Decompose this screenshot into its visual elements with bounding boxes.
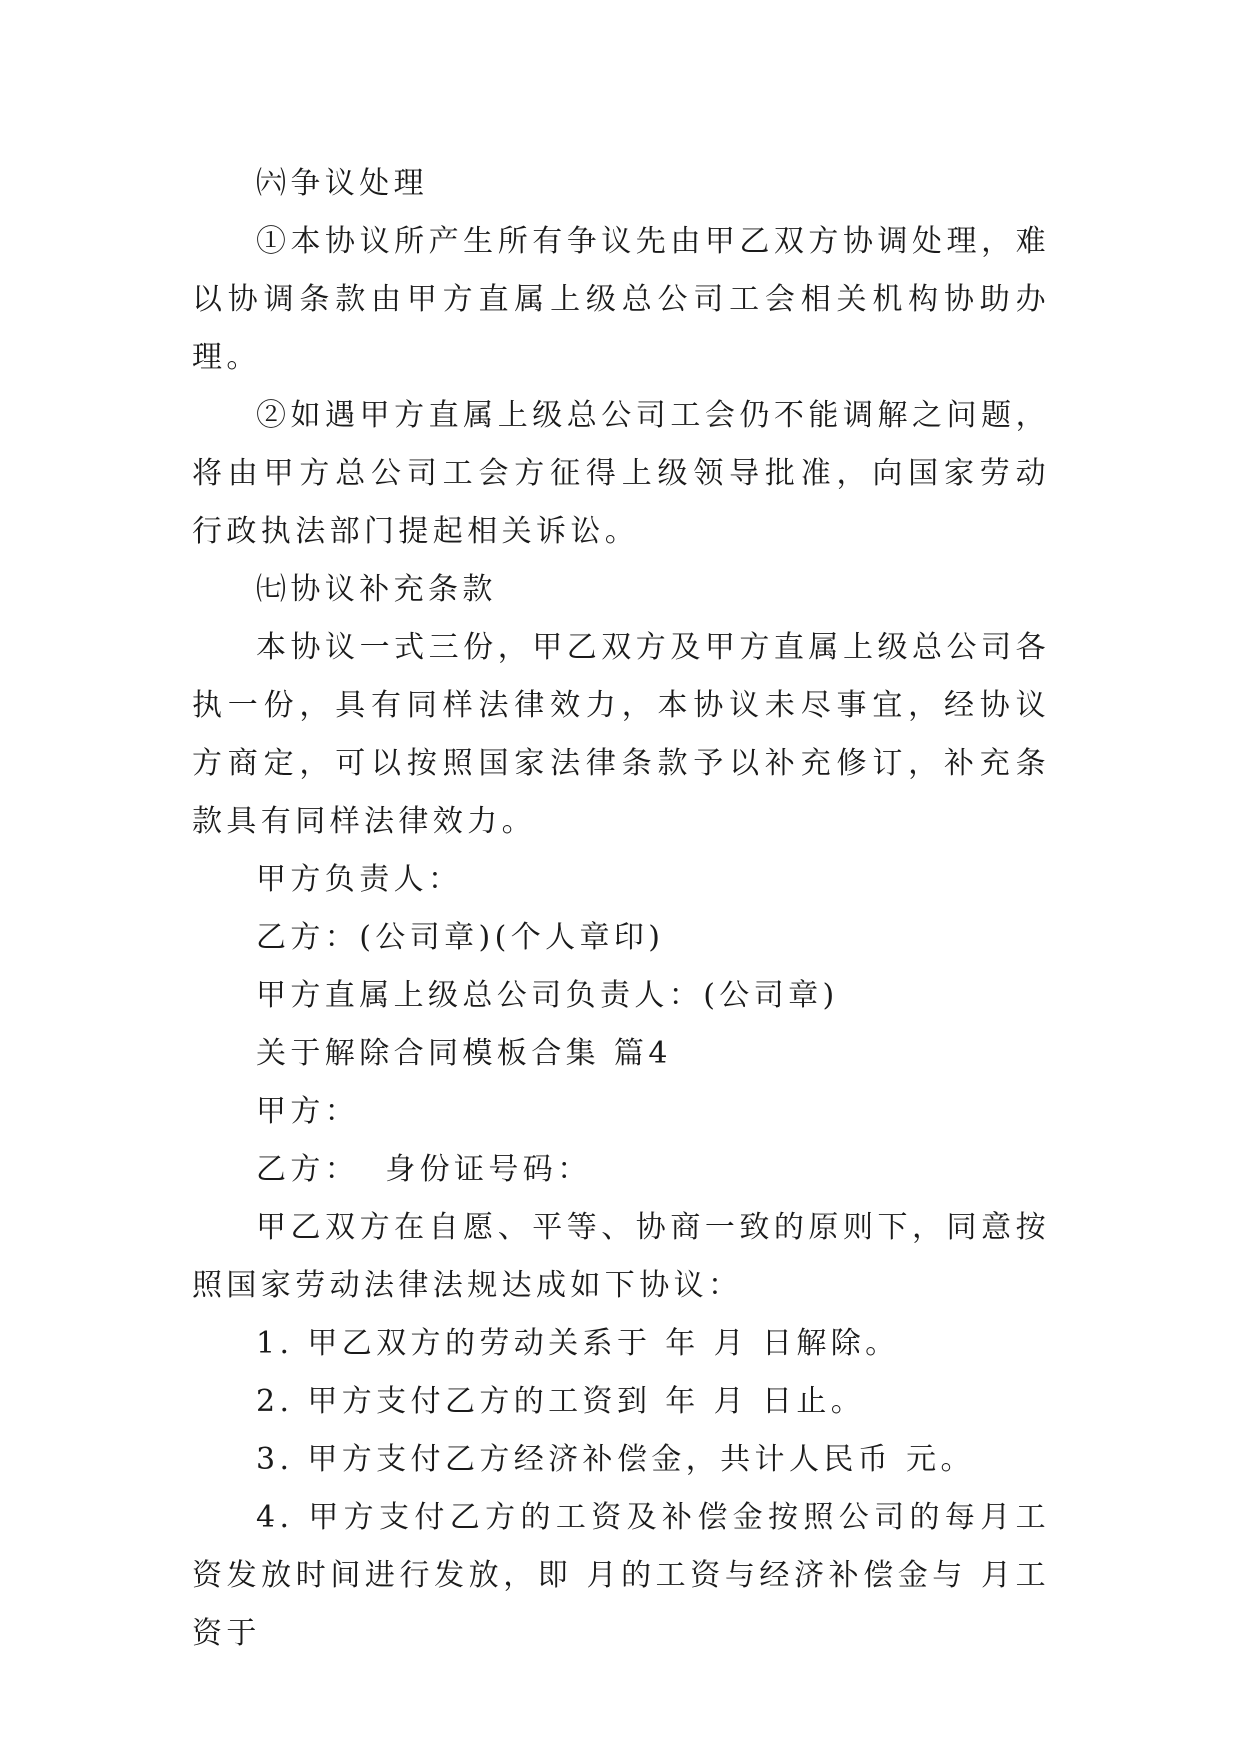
template-title: 关于解除合同模板合集 篇4 — [256, 1036, 672, 1071]
supplement-clause: 本协议一式三份，甲乙双方及甲方直属上级总公司各执一份，具有同样法律效力，本协议未尽事宜，经协议方商定，可以按照国家法律条款予以补充修订，补充条款具有同样法律效力。 — [192, 630, 1050, 839]
document-body — [192, 155, 1050, 1663]
template-party-b: 乙方： — [256, 1152, 360, 1187]
template-intro: 甲乙双方在自愿、平等、协商一致的原则下，同意按照国家劳动法律法规达成如下协议： — [192, 1210, 1050, 1303]
signature-parent-company-head: 甲方直属上级总公司负责人：(公司章) — [256, 978, 839, 1013]
template-party-b-line — [192, 1141, 1050, 1199]
section-heading-supplement: ㈦协议补充条款 — [256, 572, 497, 607]
template-id-label: 身份证号码： — [385, 1152, 592, 1187]
dispute-clause-2: ②如遇甲方直属上级总公司工会仍不能调解之问题，将由甲方总公司工会方征得上级领导批准，向国家劳动行政执法部门提起相关诉讼。 — [192, 398, 1050, 549]
signature-party-a-head: 甲方负责人： — [256, 862, 463, 897]
template-item-2: 2. 甲方支付乙方的工资到 年 月 日止。 — [256, 1384, 866, 1419]
template-item-3: 3. 甲方支付乙方经济补偿金，共计人民币 元。 — [256, 1442, 975, 1477]
dispute-clause-1: ①本协议所产生所有争议先由甲乙双方协调处理，难以协调条款由甲方直属上级总公司工会相关机构协助办理。 — [192, 224, 1050, 375]
signature-party-b: 乙方：(公司章)(个人章印) — [256, 920, 665, 955]
template-item-4: 4. 甲方支付乙方的工资及补偿金按照公司的每月工资发放时间进行发放，即 月的工资与经济补偿金与 月工资于 — [192, 1500, 1050, 1651]
template-item-1: 1. 甲乙双方的劳动关系于 年 月 日解除。 — [256, 1326, 900, 1361]
template-party-a: 甲方： — [256, 1094, 360, 1129]
section-heading-dispute: ㈥争议处理 — [256, 166, 428, 201]
